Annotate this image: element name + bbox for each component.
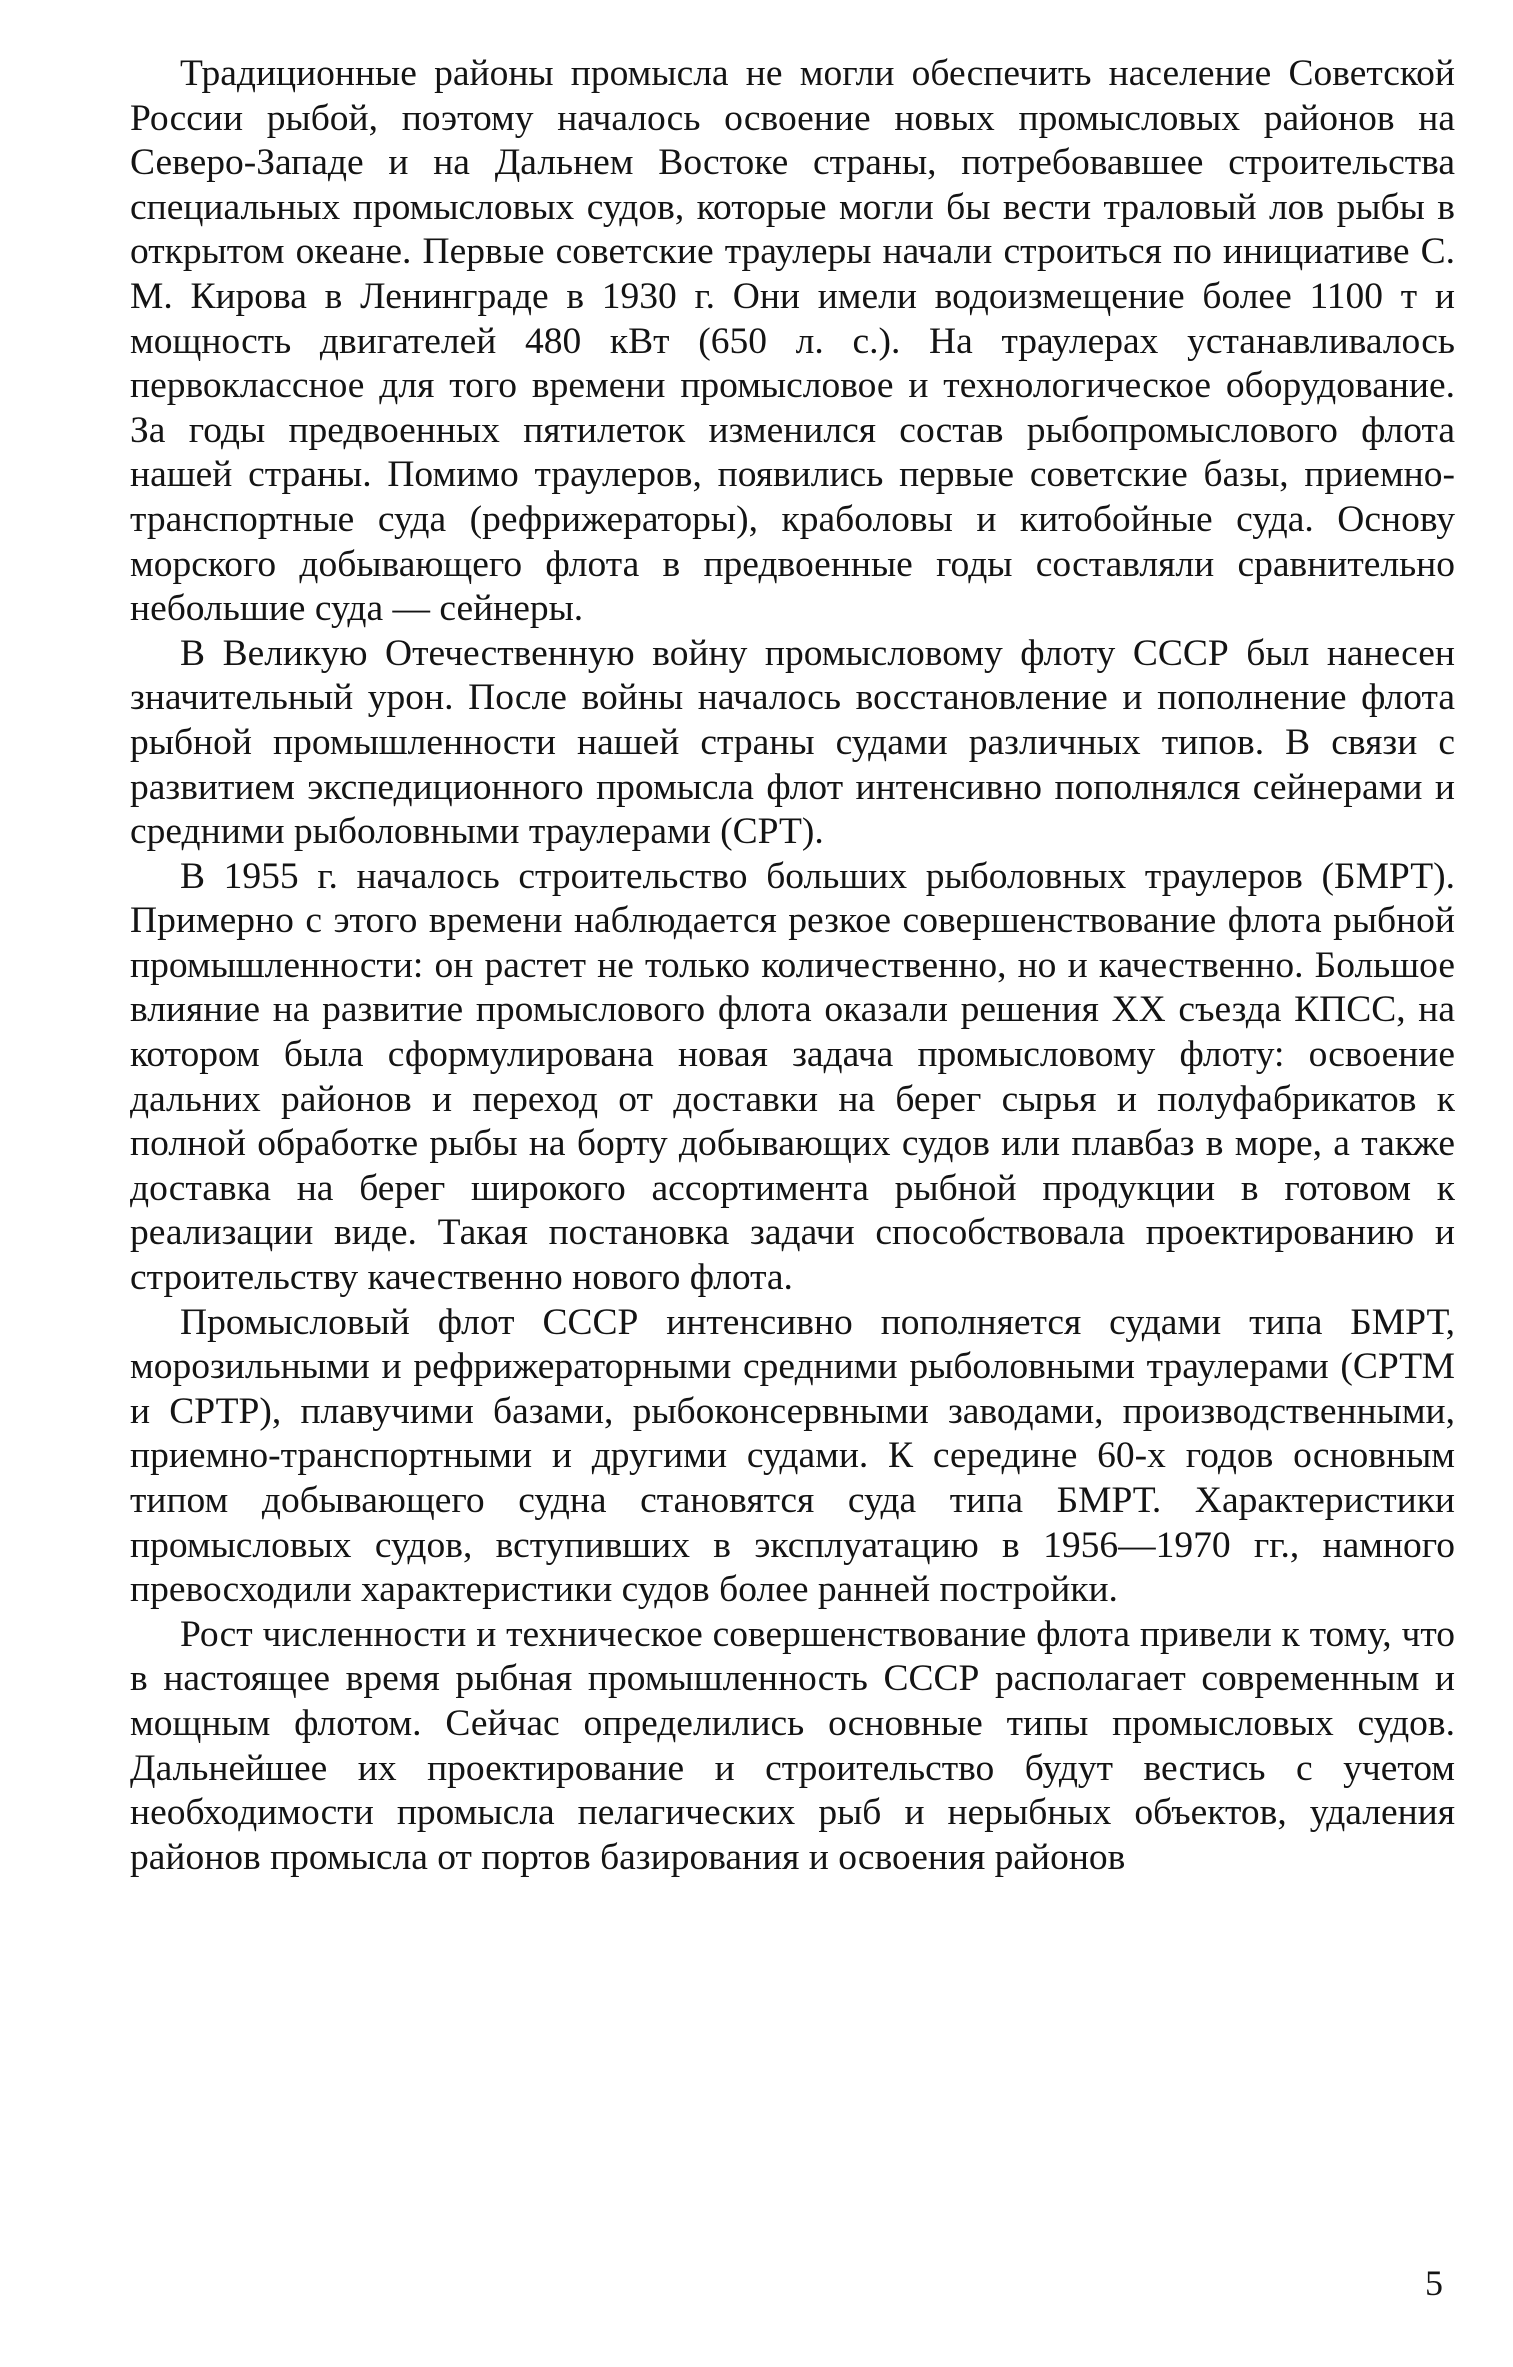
paragraph-early-trawlers: Традиционные районы промысла не могли обеспечить население Советской России рыбой, поэтому началось освоение новых промысловых районов на Северо-Западе и на Дальнем Востоке страны, потребовавшее строительства специальных промысловых судов, которые могли бы вести траловый лов рыбы в открытом океане. Первые советские траулеры начали строиться по инициативе С. М. Кирова в Ленинграде в 1930 г. Они имели водоизмещение более 1100 т и мощность двигателей 480 кВт (650 л. с.). На траулерах устанавливалось первоклассное для того времени промысловое и технологическое оборудование. За годы предвоенных пятилеток изменился состав рыбопромыслового флота нашей страны. Помимо траулеров, появились первые советские базы, приемно-транспортные суда (рефрижераторы), краболовы и китобойные суда. Основу морского добывающего флота в предвоенные годы составляли сравнительно небольшие суда — сейнеры. <box>130 53 1455 630</box>
page-number: 5 <box>1425 2263 1443 2303</box>
page-body <box>130 52 1455 1880</box>
paragraph-fleet-replenishment: Промысловый флот СССР интенсивно пополняется судами типа БМРТ, морозильными и рефрижераторными средними рыболовными траулерами (СРТМ и СРТР), плавучими базами, рыбоконсервными заводами, производственными, приемно-транспортными и другими судами. К середине 60-х годов основным типом добывающего судна становятся суда типа БМРТ. Характеристики промысловых судов, вступивших в эксплуатацию в 1956—1970 гг., намного превосходили характеристики судов более ранней постройки. <box>130 1301 1455 1611</box>
paragraph-war-recovery: В Великую Отечественную войну промысловому флоту СССР был нанесен значительный урон. После войны началось восстановление и пополнение флота рыбной промышленности нашей страны судами различных типов. В связи с развитием экспедиционного промысла флот интенсивно пополнялся сейнерами и средними рыболовными траулерами (СРТ). <box>130 632 1455 853</box>
paragraph-modern-fleet: Рост численности и техническое совершенствование флота привели к тому, что в настоящее время рыбная промышленность СССР располагает современным и мощным флотом. Сейчас определились основные типы промысловых судов. Дальнейшее их проектирование и строительство будут вестись с учетом необходимости промысла пелагических рыб и нерыбных объектов, удаления районов промысла от портов базирования и освоения районов <box>130 1613 1455 1878</box>
paragraph-bmrt-construction: В 1955 г. началось строительство больших рыболовных траулеров (БМРТ). Примерно с этого времени наблюдается резкое совершенствование флота рыбной промышленности: он растет не только количественно, но и качественно. Большое влияние на развитие промыслового флота оказали решения XX съезда КПСС, на котором была сформулирована новая задача промысловому флоту: освоение дальних районов и переход от доставки на берег сырья и полуфабрикатов к полной обработке рыбы на борту добывающих судов или плавбаз в море, а также доставка на берег широкого ассортимента рыбной продукции в готовом к реализации виде. Такая постановка задачи способствовала проектированию и строительству качественно нового флота. <box>130 855 1455 1299</box>
